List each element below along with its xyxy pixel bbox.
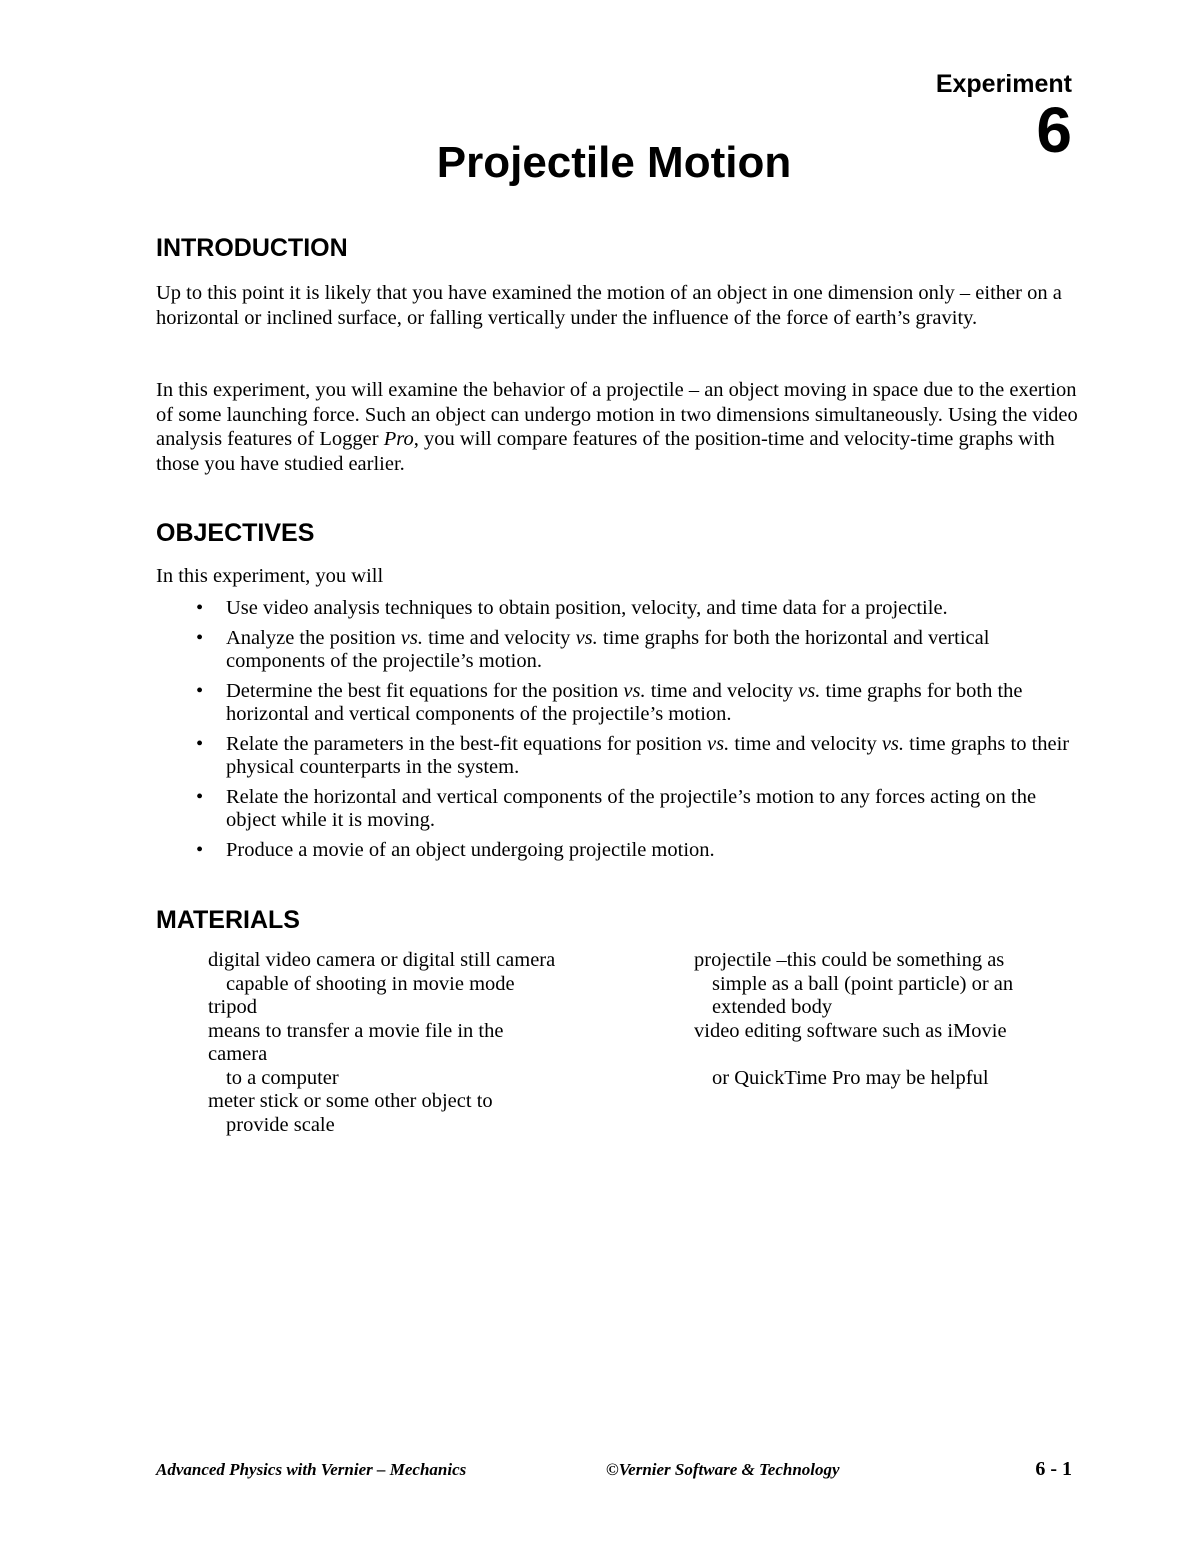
bullet-icon: • <box>196 679 204 702</box>
objective-item <box>156 597 1086 621</box>
footer-book-title: Advanced Physics with Vernier – Mechanics <box>156 1460 467 1479</box>
objective-text: Relate the parameters in the best-fit equations for position <box>226 732 708 755</box>
objective-item <box>156 839 1086 863</box>
objective-text: Analyze the position <box>226 626 401 649</box>
footer-page-number: 6 - 1 <box>1035 1458 1072 1480</box>
material-line: simple as a ball (point particle) or an <box>712 972 1014 995</box>
objective-text: time graphs for both the horizontal and vertical components of the projectile’s motion. <box>226 626 990 672</box>
bullet-icon: • <box>196 732 204 755</box>
objective-text: time graphs for both the horizontal and vertical components of the projectile’s motion. <box>226 679 1023 725</box>
objective-text: time and velocity <box>422 626 576 649</box>
materials-heading: MATERIALS <box>156 906 300 934</box>
objective-item <box>156 733 1086 780</box>
p2-part1: In this experiment, you will examine the behavior of a projectile – an object moving in space due to the exertion of some launching force. Such an object can undergo motion in two dimensions simultaneously. Using the video analysis features of Logger <box>156 379 1078 450</box>
p2-italic: Pro <box>383 428 414 450</box>
page-title: Projectile Motion <box>436 138 792 187</box>
material-line: video editing software such as iMovie <box>694 1019 1007 1042</box>
p2-part2: , you will compare features of the position-time and velocity-time graphs with those you have studied earlier. <box>156 428 1055 475</box>
footer-copyright: ©Vernier Software & Technology <box>606 1460 840 1479</box>
introduction-p1-text: Up to this point it is likely that you have examined the motion of an object in one dimension only – either on a horizontal or inclined surface, or falling vertically under the influence of the force of earth’s gravity. <box>156 282 1062 329</box>
material-line: provide scale <box>226 1113 335 1136</box>
bullet-icon: • <box>196 785 204 808</box>
vs-italic: vs. <box>881 732 905 755</box>
objective-item <box>156 680 1086 727</box>
vs-italic: vs. <box>575 626 598 649</box>
material-line: camera <box>208 1043 268 1065</box>
bullet-icon: • <box>196 838 204 861</box>
objectives-intro <box>156 564 1086 589</box>
objective-text: time and velocity <box>645 679 799 702</box>
materials-left-column <box>208 949 555 1137</box>
introduction-paragraph-2 <box>156 378 1086 476</box>
objectives-intro-text: In this experiment, you will <box>156 565 384 587</box>
material-line: to a computer <box>226 1066 339 1089</box>
objective-item <box>156 786 1086 833</box>
material-line: digital video camera or digital still camera <box>208 949 556 971</box>
objective-text: Produce a movie of an object undergoing projectile motion. <box>226 838 715 861</box>
experiment-number: 6 <box>1036 94 1072 166</box>
vs-italic: vs. <box>707 732 730 755</box>
objective-text: time graphs to their physical counterparts in the system. <box>226 732 1070 778</box>
experiment-label: Experiment <box>935 70 1072 98</box>
introduction-paragraph-1 <box>156 281 1086 330</box>
material-line: meter stick or some other object to <box>208 1090 493 1112</box>
objective-text: time and velocity <box>729 732 882 755</box>
material-line: extended body <box>712 996 833 1018</box>
vs-italic: vs. <box>623 679 646 702</box>
material-line: capable of shooting in movie mode <box>226 972 515 995</box>
material-spacer <box>694 1043 1013 1067</box>
introduction-heading: INTRODUCTION <box>156 234 348 262</box>
objectives-list <box>156 597 1086 868</box>
objective-item <box>156 627 1086 674</box>
vs-italic: vs. <box>798 679 821 702</box>
material-line: means to transfer a movie file in the <box>208 1019 504 1042</box>
bullet-icon: • <box>196 597 204 619</box>
objective-text: Use video analysis techniques to obtain position, velocity, and time data for a projectile. <box>226 597 948 619</box>
objective-text: Determine the best fit equations for the position <box>226 679 624 702</box>
introduction-p2-text <box>156 378 1086 476</box>
bullet-icon: • <box>196 626 204 649</box>
objective-text: Relate the horizontal and vertical components of the projectile’s motion to any forces acting on the object while it is moving. <box>226 785 1037 831</box>
material-line: tripod <box>208 996 257 1018</box>
material-line: or QuickTime Pro may be helpful <box>712 1066 989 1089</box>
vs-italic: vs. <box>400 626 423 649</box>
objectives-heading: OBJECTIVES <box>156 519 315 547</box>
materials-right-column <box>694 949 1013 1090</box>
material-line: projectile –this could be something as <box>694 949 1005 971</box>
